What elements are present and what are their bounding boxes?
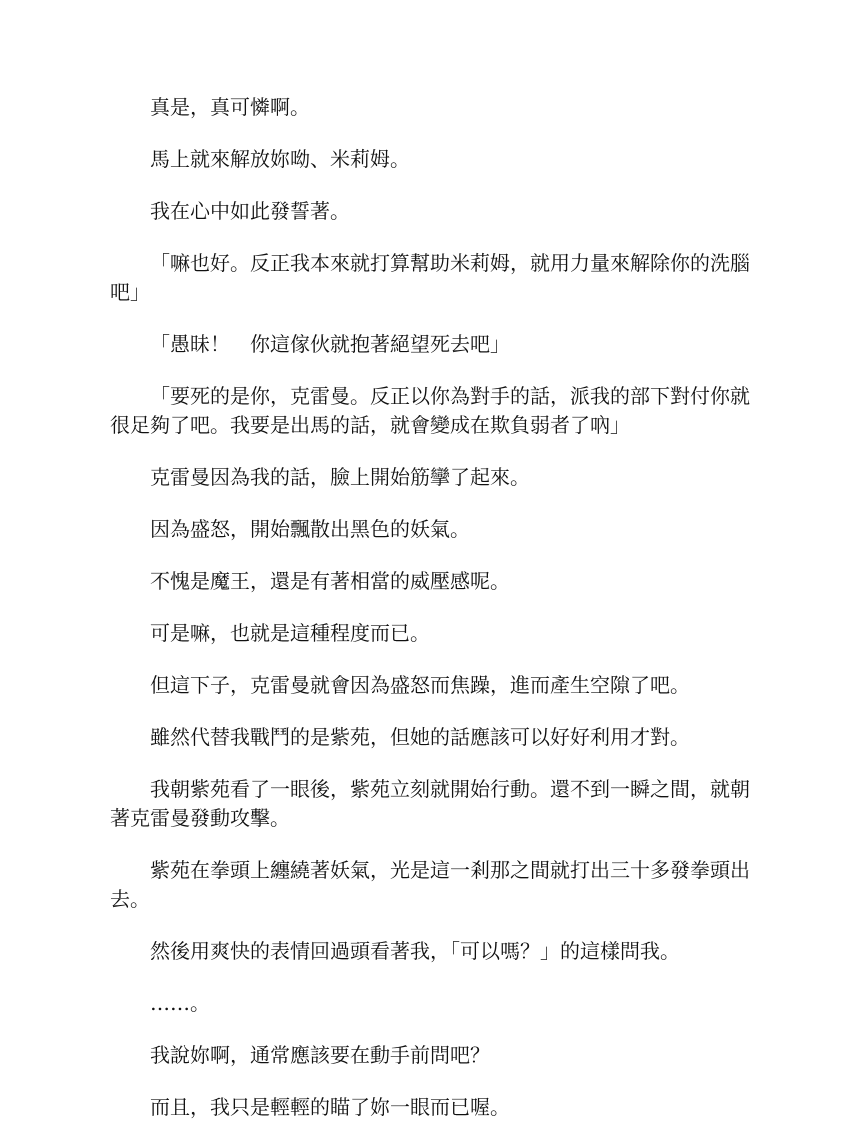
- paragraph-6: 「要死的是你，克雷曼。反正以你為對手的話，派我的部下對付你就很足夠了吧。我要是出馬的話，就會變成在欺負弱者了吶」: [110, 384, 750, 437]
- paragraph-14: 紫苑在拳頭上纏繞著妖氣，光是這一剎那之間就打出三十多發拳頭出去。: [110, 858, 750, 911]
- paragraph-15: 然後用爽快的表情回過頭看著我，「可以嗎？」的這樣問我。: [150, 939, 680, 963]
- paragraph-5: 「愚昧！ 你這傢伙就抱著絕望死去吧」: [150, 332, 510, 356]
- paragraph-12: 雖然代替我戰鬥的是紫苑，但她的話應該可以好好利用才對。: [150, 725, 690, 749]
- paragraph-7: 克雷曼因為我的話，臉上開始筋攣了起來。: [150, 465, 530, 489]
- paragraph-3: 我在心中如此發誓著。: [150, 199, 350, 223]
- paragraph-2: 馬上就來解放妳呦、米莉姆。: [150, 147, 410, 171]
- text-body: [110, 93, 750, 1145]
- paragraph-17: 我說妳啊，通常應該要在動手前問吧？: [150, 1043, 490, 1067]
- paragraph-16: ……。: [150, 991, 210, 1015]
- paragraph-10: 可是嘛，也就是這種程度而已。: [150, 621, 430, 645]
- paragraph-18: 而且，我只是輕輕的瞄了妳一眼而已喔。: [150, 1095, 510, 1119]
- paragraph-4: 「嘛也好。反正我本來就打算幫助米莉姆，就用力量來解除你的洗腦吧」: [110, 251, 750, 304]
- paragraph-11: 但這下子，克雷曼就會因為盛怒而焦躁，進而產生空隙了吧。: [150, 673, 690, 697]
- paragraph-9: 不愧是魔王，還是有著相當的威壓感呢。: [150, 569, 510, 593]
- paragraph-1: 真是，真可憐啊。: [150, 95, 310, 119]
- paragraph-13: 我朝紫苑看了一眼後，紫苑立刻就開始行動。還不到一瞬之間，就朝著克雷曼發動攻擊。: [110, 777, 750, 830]
- paragraph-8: 因為盛怒，開始飄散出黑色的妖氣。: [150, 517, 470, 541]
